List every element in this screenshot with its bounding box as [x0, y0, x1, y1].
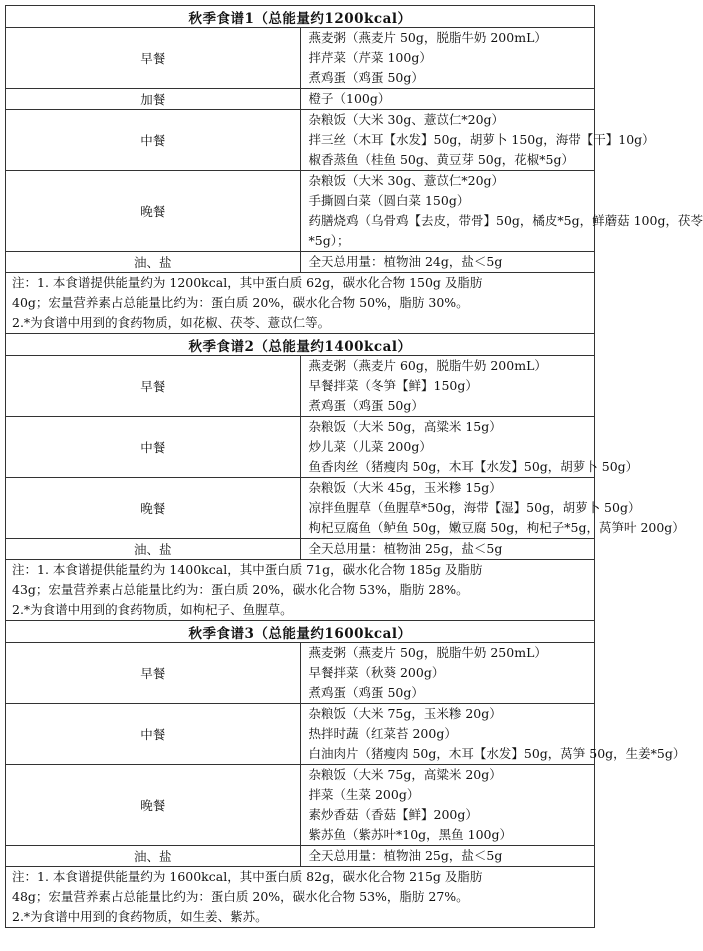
meal-row	[6, 704, 595, 765]
plan-title-row	[6, 334, 595, 356]
menu-item: 煮鸡蛋（鸡蛋 50g）	[308, 685, 424, 700]
menu-item: 枸杞豆腐鱼（鲈鱼 50g，嫩豆腐 50g，枸杞子*5g，莴笋叶 200g）	[308, 520, 685, 535]
plan-notes	[6, 560, 595, 621]
meal-row	[6, 252, 595, 273]
menu-item: 杂粮饭（大米 45g，玉米糁 15g）	[308, 480, 502, 495]
note-line: 注：1. 本食谱提供能量约为 1400kcal，其中蛋白质 71g，碳水化合物 185g 及脂肪	[12, 562, 483, 577]
menu-item: 拌菜（生菜 200g）	[308, 787, 420, 802]
menu-item: 药膳烧鸡（乌骨鸡【去皮，带骨】50g，橘皮*5g，鲜蘑菇 100g，茯苓	[308, 213, 703, 228]
plan-notes	[6, 273, 595, 334]
menu-item: 煮鸡蛋（鸡蛋 50g）	[308, 70, 424, 85]
meal-items	[300, 356, 595, 417]
menu-item: 拌芹菜（芹菜 100g）	[308, 50, 432, 65]
menu-item: 杂粮饭（大米 75g，玉米糁 20g）	[308, 706, 502, 721]
meal-row	[6, 110, 595, 171]
meal-items	[300, 765, 595, 846]
meal-row	[6, 765, 595, 846]
plan-title-row	[6, 621, 595, 643]
menu-item: 橙子（100g）	[308, 91, 391, 106]
meal-name: 油、盐	[6, 252, 301, 273]
meal-name: 中餐	[6, 704, 301, 765]
meal-row	[6, 171, 595, 252]
recipe-table	[5, 5, 703, 928]
meal-row	[6, 643, 595, 704]
recipe-document	[5, 5, 703, 928]
note-line: 注：1. 本食谱提供能量约为 1600kcal，其中蛋白质 82g，碳水化合物 215g 及脂肪	[12, 869, 483, 884]
menu-item: 紫苏鱼（紫苏叶*10g，黑鱼 100g）	[308, 827, 512, 842]
meal-items	[300, 478, 685, 539]
meal-items	[300, 28, 595, 89]
menu-item: 白油肉片（猪瘦肉 50g，木耳【水发】50g，莴笋 50g，生姜*5g）	[308, 746, 686, 761]
notes-row	[6, 273, 595, 334]
plan-title: 秋季食谱2（总能量约1400kcal）	[6, 334, 595, 356]
menu-item: 全天总用量：植物油 25g，盐＜5g	[308, 541, 503, 556]
note-line: 注：1. 本食谱提供能量约为 1200kcal，其中蛋白质 62g，碳水化合物 150g 及脂肪	[12, 275, 483, 290]
meal-items	[300, 846, 595, 867]
meal-name: 中餐	[6, 110, 301, 171]
note-line: 2.*为食谱中用到的食药物质，如生姜、紫苏。	[12, 909, 268, 924]
meal-name: 晚餐	[6, 765, 301, 846]
menu-item: 手撕圆白菜（圆白菜 150g）	[308, 193, 470, 208]
menu-item: 凉拌鱼腥草（鱼腥草*50g，海带【湿】50g，胡萝卜 50g）	[308, 500, 641, 515]
menu-item: 椒香蒸鱼（桂鱼 50g、黄豆芽 50g，花椒*5g）	[308, 152, 574, 167]
meal-row	[6, 846, 595, 867]
meal-row	[6, 28, 595, 89]
meal-name: 晚餐	[6, 171, 301, 252]
note-line: 40g；宏量营养素占总能量比约为：蛋白质 20%，碳水化合物 50%，脂肪 30%。	[12, 295, 469, 310]
meal-items	[300, 171, 703, 252]
meal-name: 早餐	[6, 356, 301, 417]
menu-item: 素炒香菇（香菇【鲜】200g）	[308, 807, 478, 822]
plan-title: 秋季食谱3（总能量约1600kcal）	[6, 621, 595, 643]
meal-items	[300, 89, 595, 110]
menu-item: 杂粮饭（大米 50g，高粱米 15g）	[308, 419, 502, 434]
menu-item: 煮鸡蛋（鸡蛋 50g）	[308, 398, 424, 413]
menu-item: 热拌时蔬（红菜苔 200g）	[308, 726, 457, 741]
note-line: 2.*为食谱中用到的食药物质，如花椒、茯苓、薏苡仁等。	[12, 315, 331, 330]
menu-item: 早餐拌菜（秋葵 200g）	[308, 665, 445, 680]
menu-item: 燕麦粥（燕麦片 50g，脱脂牛奶 250mL）	[308, 645, 547, 660]
menu-item: 炒儿菜（儿菜 200g）	[308, 439, 432, 454]
meal-items	[300, 252, 595, 273]
menu-item: 燕麦粥（燕麦片 60g，脱脂牛奶 200mL）	[308, 358, 547, 373]
meal-name: 油、盐	[6, 846, 301, 867]
menu-item: 早餐拌菜（冬笋【鲜】150g）	[308, 378, 478, 393]
meal-items	[300, 110, 655, 171]
plan-title: 秋季食谱1（总能量约1200kcal）	[6, 6, 595, 28]
meal-name: 早餐	[6, 28, 301, 89]
plan-notes	[6, 867, 595, 928]
meal-name: 晚餐	[6, 478, 301, 539]
plan-title-row	[6, 6, 595, 28]
meal-row	[6, 356, 595, 417]
meal-name: 加餐	[6, 89, 301, 110]
menu-item: 杂粮饭（大米 75g，高粱米 20g）	[308, 767, 502, 782]
menu-item: 拌三丝（木耳【水发】50g，胡萝卜 150g，海带【干】10g）	[308, 132, 655, 147]
meal-name: 早餐	[6, 643, 301, 704]
menu-item: 全天总用量：植物油 24g，盐＜5g	[308, 254, 503, 269]
menu-item: *5g）；	[308, 233, 350, 248]
meal-items	[300, 539, 595, 560]
meal-row	[6, 89, 595, 110]
meal-items	[300, 417, 639, 478]
menu-item: 杂粮饭（大米 30g、薏苡仁*20g）	[308, 112, 505, 127]
meal-name: 油、盐	[6, 539, 301, 560]
note-line: 48g；宏量营养素占总能量比约为：蛋白质 20%，碳水化合物 53%，脂肪 27%。	[12, 889, 469, 904]
note-line: 43g；宏量营养素占总能量比约为：蛋白质 20%，碳水化合物 53%，脂肪 28%。	[12, 582, 469, 597]
meal-items	[300, 704, 686, 765]
menu-item: 全天总用量：植物油 25g，盐＜5g	[308, 848, 503, 863]
meal-row	[6, 539, 595, 560]
menu-item: 鱼香肉丝（猪瘦肉 50g，木耳【水发】50g，胡萝卜 50g）	[308, 459, 639, 474]
meal-items	[300, 643, 595, 704]
meal-row	[6, 478, 595, 539]
note-line: 2.*为食谱中用到的食药物质，如枸杞子、鱼腥草。	[12, 602, 293, 617]
meal-name: 中餐	[6, 417, 301, 478]
menu-item: 燕麦粥（燕麦片 50g，脱脂牛奶 200mL）	[308, 30, 547, 45]
notes-row	[6, 867, 595, 928]
notes-row	[6, 560, 595, 621]
meal-row	[6, 417, 595, 478]
menu-item: 杂粮饭（大米 30g、薏苡仁*20g）	[308, 173, 505, 188]
